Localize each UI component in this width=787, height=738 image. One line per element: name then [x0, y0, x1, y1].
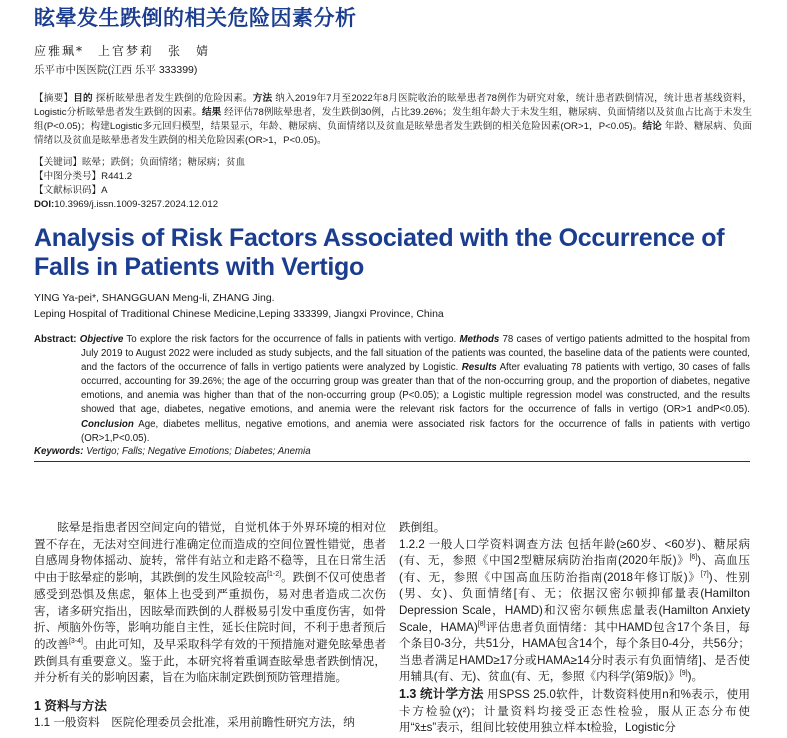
abstract-cn-conclusion-label: 结论 [642, 121, 662, 132]
intro-paragraph [34, 520, 386, 687]
abstract-en-conclusion: Age, diabetes mellitus, negative emotions, and anemia were associated risk factors for the occurrence of falls in patients with vertigo (OR>1,P<0.05). [81, 418, 750, 444]
abstract-cn-methods-label: 方法 [252, 93, 273, 104]
affiliation-chinese: 乐平市中医医院(江西 乐平 333399) [34, 64, 198, 76]
continued-text: 跌倒组。 [399, 521, 446, 534]
intro-text-a: 眩晕是指患者因空间定向的错觉，自觉机体于外界环境的相对位置不存在，无法对空间进行准确定位而造成的空间位置性错觉，患者自感周身物体摇动、旋转，常伴有站立和走路不稳等，且在日常生活中由于眩晕症的影响，其跌倒的发生风险较高 [34, 521, 386, 585]
statistics-heading: 1.3 统计学方法 [399, 686, 484, 701]
demographic-text-d: 评估患者负面情绪：其中HAMD包含17个条目，每个条目0-3分，共51分，HAMA包含14个，每个条目0-4分，共56分；当患者满足HAMD≥17分或HAMA≥14分时表示有负面情绪]、是否使用辅具(有、无)、贫血(有、无，参照《内科学(第9版)》 [399, 620, 750, 684]
doi-link[interactable]: 10.3969/j.issn.1009-3257.2024.12.012 [54, 199, 219, 210]
section-heading-materials-methods: 1 资料与方法 [34, 699, 107, 714]
authors-english: YING Ya-pei*, SHANGGUAN Meng-li, ZHANG Jing. [34, 292, 275, 304]
citation-9[interactable]: [9] [679, 670, 688, 678]
abstract-en-objective-label: Objective [79, 334, 124, 345]
abstract-cn-objective-label: 目的 [73, 93, 93, 104]
abstract-cn-conclusion: 年龄、糖尿病、负面情绪以及贫血是眩晕患者发生跌倒的相关危险因素(OR>1，P<0.05)。 [34, 121, 753, 146]
keywords-en-label: Keywords: [34, 446, 84, 457]
citation-8[interactable]: [8] [477, 620, 486, 628]
intro-text-c: 。由此可知，及早采取科学有效的干预措施对避免眩晕患者跌倒具有重要意义。鉴于此，本研究将着重调查眩晕患者跌倒情况，并分析有关的影响因素，旨在为临床制定跌倒预防管理措施。 [34, 637, 386, 685]
intro-text-b: 。跌倒不仅可使患者感受到恐惧及焦虑，躯体上也受到严重损伤，易对患者造成二次伤害，诸多研究指出，因眩晕而跌倒的人群极易引发中重度伤害，如骨折、颅脑外伤等，影响功能自主性，延长住院时间，不利于患者预后的改善 [34, 571, 386, 651]
abstract-english [34, 333, 750, 446]
citation-3-4[interactable]: [3-4] [68, 638, 83, 646]
subsection-general-data: 1.1 一般资料 医院伦理委员会批准，采用前瞻性研究方法，纳 [34, 715, 355, 729]
demographic-text-e: )。 [687, 670, 704, 684]
keywords-chinese: 【关键词】眩晕；跌倒；负面情绪；糖尿病；贫血 [34, 157, 246, 168]
body-column-left [34, 520, 386, 731]
title-english: Analysis of Risk Factors Associated with the Occurrence of Falls in Patients with Vertigo [34, 224, 725, 281]
abstract-en-results: After evaluating 78 patients with vertigo, 30 cases of falls occurred, accounting for 39.26%; the age of the occurring group was greater than that of the non-occurring group, and the proportion of diabetes, negative emotions, and anemia was higher than that of the non-occurring group (P<0.05); a Logistic multiple regression model was constructed, and the results showed that age, diabetes, negative emotions, and anemia were the relevant risk factors for the occurrence of falls in vertigo (OR>1 andP<0.05). [81, 362, 750, 416]
statistics-text: 用SPSS 25.0软件，计数资料使用n和%表示，使用卡方检验(χ²)；计量资料均接受正态性检验，服从正态分布使用“x̄±s”表示，组间比较使用独立样本t检验，Logistic分 [399, 687, 750, 735]
abstract-chinese [34, 92, 752, 148]
statistics-paragraph [399, 686, 750, 737]
clc-number: 【中图分类号】R441.2 [34, 171, 133, 182]
metadata-chinese [34, 156, 245, 212]
title-chinese: 眩晕发生跌倒的相关危险因素分析 [34, 7, 357, 30]
abstract-cn-label: 【摘要】 [34, 93, 74, 104]
keywords-english [34, 446, 311, 457]
keywords-en-list: Vertigo; Falls; Negative Emotions; Diabetes; Anemia [86, 446, 311, 457]
abstract-cn-results: 经评估78例眩晕患者，发生跌倒30例，占比39.26%；发生组年龄大于未发生组，糖尿病、负面情绪以及贫血占比高于未发生组(P<0.05)；构建Logistic多元回归模型，结果显示，年龄、糖尿病、负面情绪以及贫血是眩晕患者发生跌倒的相关危险因素(OR>1，P<0.05)。 [34, 107, 752, 132]
abstract-en-objective: To explore the risk factors for the occurrence of falls in patients with vertigo. [126, 334, 457, 345]
citation-7[interactable]: [7] [700, 570, 709, 578]
abstract-cn-results-label: 结果 [202, 107, 222, 118]
citation-1-2[interactable]: [1-2] [267, 571, 282, 579]
abstract-en-label: Abstract: [34, 334, 77, 345]
demographic-heading: 1.2.2 一般人口学资料调查方法 [399, 537, 564, 551]
demographic-text-c: )、性别(男、女)、负面情绪[有、无；依据汉密尔顿抑郁量表(Hamilton Depression Scale，HAMD)和汉密尔顿焦虑量表(Hamilton Anxiety Scale，HAMA) [399, 570, 750, 634]
demographic-text-b: )、高血压(有、无，参照《中国高血压防治指南(2018年修订版)》 [399, 554, 750, 584]
doi-line [34, 198, 245, 212]
demographic-paragraph [399, 537, 750, 686]
affiliation-english: Leping Hospital of Traditional Chinese Medicine,Leping 333399, Jiangxi Province, China [34, 308, 444, 320]
abstract-cn-objective: 探析眩晕患者发生跌倒的危险因素。 [95, 93, 253, 104]
abstract-en-methods: 78 cases of vertigo patients admitted to the hospital from July 2019 to August 2022 were included as study subjects, and the fall situation of the patients was counted, the baseline data of the patients were counted, and the factors of the occurrence of falls in vertigo patients were analyzed by Logistic. [81, 334, 750, 374]
section-divider [34, 461, 750, 462]
abstract-en-conclusion-label: Conclusion [81, 418, 134, 430]
authors-chinese: 应雅珮* 上官梦莉 张 婧 [34, 44, 211, 58]
doi-label: DOI: [34, 199, 55, 210]
document-code: 【文献标识码】A [34, 185, 108, 196]
abstract-en-methods-label: Methods [459, 334, 500, 345]
abstract-en-results-label: Results [461, 362, 497, 374]
body-column-right [399, 520, 750, 737]
citation-6[interactable]: [6] [689, 554, 698, 562]
abstract-cn-methods: 纳入2019年7月至2022年8月医院收治的眩晕患者78例作为研究对象，统计患者跌倒情况，统计患者基线资料，Logistic分析眩晕患者发生跌倒的因素。 [34, 93, 753, 118]
demographic-text-a: 包括年龄(≥60岁、<60岁)、糖尿病(有、无，参照《中国2型糖尿病防治指南(2020年版)》 [399, 537, 750, 568]
